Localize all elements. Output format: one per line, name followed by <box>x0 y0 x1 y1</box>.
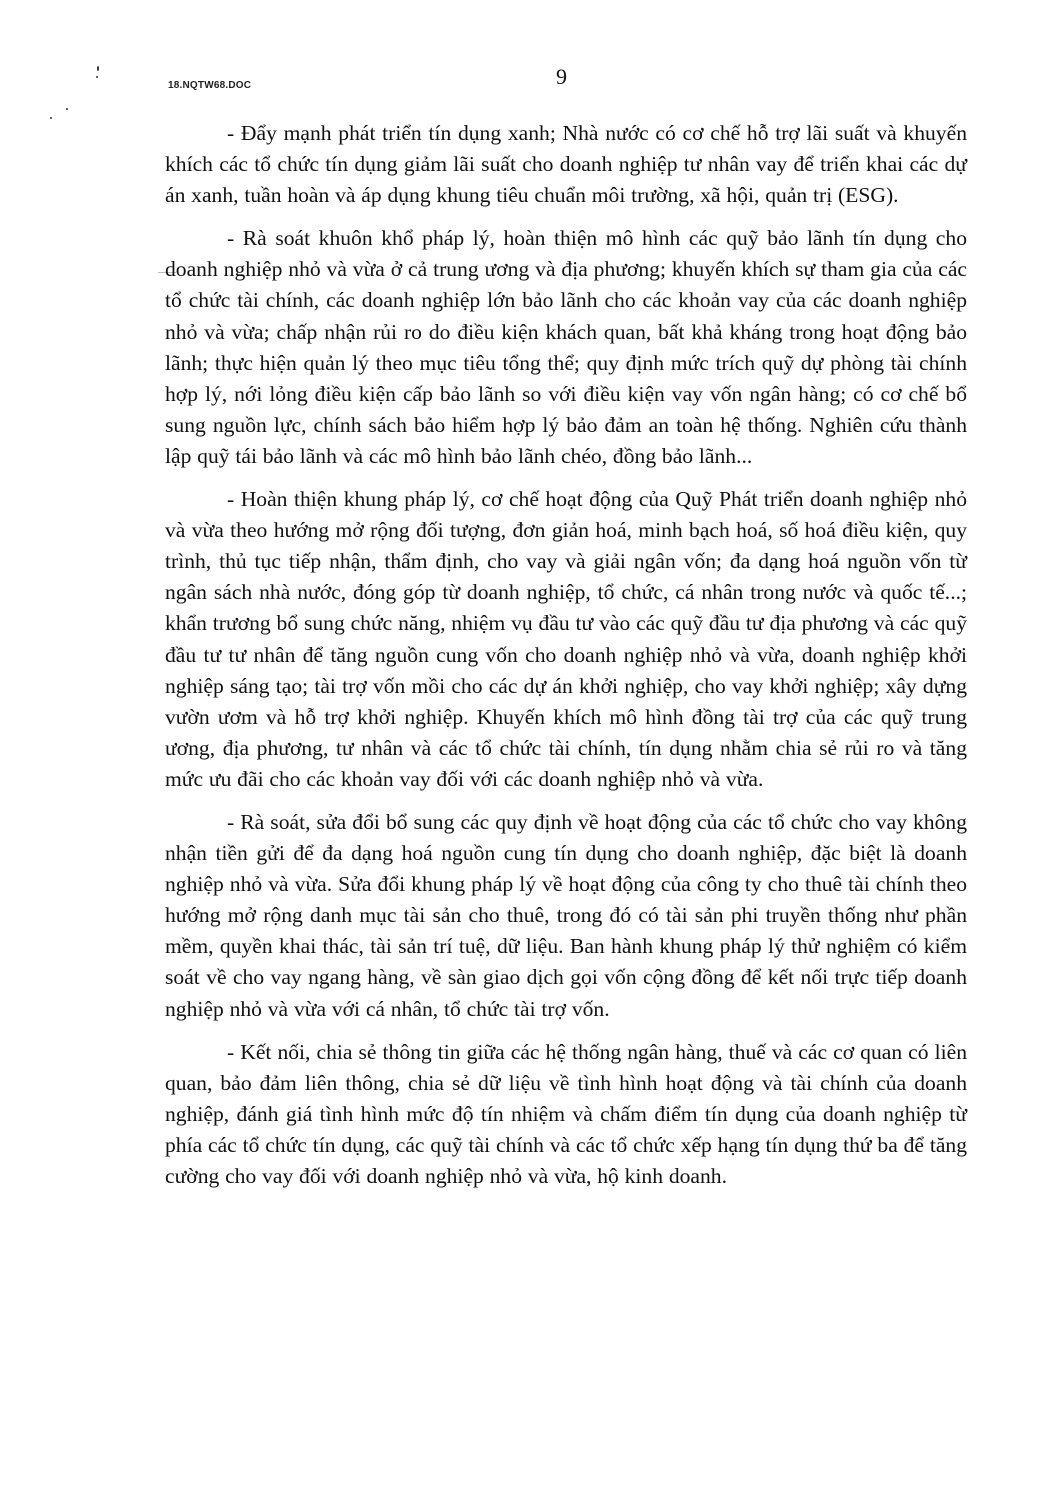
paragraph: - Hoàn thiện khung pháp lý, cơ chế hoạt động của Quỹ Phát triển doanh nghiệp nhỏ và vừa theo hướng mở rộng đối tượng, đơn giản hoá, minh bạch hoá, số hoá điều kiện, quy trình, thủ tục tiếp nhận, thẩm định, cho vay và giải ngân vốn; đa dạng hoá nguồn vốn từ ngân sách nhà nước, đóng góp từ doanh nghiệp, tổ chức, cá nhân trong nước và quốc tế...; khẩn trương bổ sung chức năng, nhiệm vụ đầu tư vào các quỹ đầu tư địa phương và các quỹ đầu tư tư nhân để tăng nguồn cung vốn cho doanh nghiệp nhỏ và vừa, doanh nghiệp khởi nghiệp sáng tạo; tài trợ vốn mồi cho các dự án khởi nghiệp, cho vay khởi nghiệp; xây dựng vườn ươm và hỗ trợ khởi nghiệp. Khuyến khích mô hình đồng tài trợ của các quỹ trung ương, địa phương, tư nhân và các tổ chức tài chính, tín dụng nhằm chia sẻ rủi ro và tăng mức ưu đãi cho các khoản vay đối với các doanh nghiệp nhỏ và vừa. <box>165 487 967 791</box>
scan-speck <box>96 76 98 78</box>
paragraph: - Kết nối, chia sẻ thông tin giữa các hệ thống ngân hàng, thuế và các cơ quan có liên quan, bảo đảm liên thông, chia sẻ dữ liệu về tình hình hoạt động và tài chính của doanh nghiệp, đánh giá tình hình mức độ tín nhiệm và chấm điểm tín dụng của doanh nghiệp từ phía các tổ chức tín dụng, các quỹ tài chính và các tổ chức xếp hạng tín dụng thứ ba để tăng cường cho vay đối với doanh nghiệp nhỏ và vừa, hộ kinh doanh. <box>165 1039 967 1188</box>
page-number: 9 <box>556 64 567 89</box>
scan-speck <box>66 108 68 110</box>
body-text <box>165 118 967 1204</box>
paragraph: - Rà soát, sửa đổi bổ sung các quy định về hoạt động của các tổ chức cho vay không nhận tiền gửi để đa dạng hoá nguồn cung tín dụng cho doanh nghiệp, đặc biệt là doanh nghiệp nhỏ và vừa. Sửa đổi khung pháp lý về hoạt động của công ty cho thuê tài chính theo hướng mở rộng danh mục tài sản cho thuê, trong đó có tài sản phi truyền thống như phần mềm, quyền khai thác, tài sản trí tuệ, dữ liệu. Ban hành khung pháp lý thử nghiệm có kiểm soát về cho vay ngang hàng, về sàn giao dịch gọi vốn cộng đồng để kết nối trực tiếp doanh nghiệp nhỏ và vừa với cá nhân, tổ chức tài trợ vốn. <box>165 809 967 1021</box>
scan-speck <box>97 66 99 71</box>
file-code: 18.NQTW68.DOC <box>168 80 252 91</box>
paragraph: - Rà soát khuôn khổ pháp lý, hoàn thiện mô hình các quỹ bảo lãnh tín dụng cho doanh nghiệp nhỏ và vừa ở cả trung ương và địa phương; khuyến khích sự tham gia của các tổ chức tài chính, các doanh nghiệp lớn bảo lãnh cho các khoản vay của các doanh nghiệp nhỏ và vừa; chấp nhận rủi ro do điều kiện khách quan, bất khả kháng trong hoạt động bảo lãnh; thực hiện quản lý theo mục tiêu tổng thể; quy định mức trích quỹ dự phòng tài chính hợp lý, nới lỏng điều kiện cấp bảo lãnh so với điều kiện vay vốn ngân hàng; có cơ chế bổ sung nguồn lực, chính sách bảo hiểm hợp lý bảo đảm an toàn hệ thống. Nghiên cứu thành lập quỹ tái bảo lãnh và các mô hình bảo lãnh chéo, đồng bảo lãnh... <box>165 226 967 468</box>
scan-speck <box>50 117 52 119</box>
paragraph: - Đẩy mạnh phát triển tín dụng xanh; Nhà nước có cơ chế hỗ trợ lãi suất và khuyến khích các tổ chức tín dụng giảm lãi suất cho doanh nghiệp tư nhân vay để triển khai các dự án xanh, tuần hoàn và áp dụng khung tiêu chuẩn môi trường, xã hội, quản trị (ESG). <box>165 121 967 208</box>
